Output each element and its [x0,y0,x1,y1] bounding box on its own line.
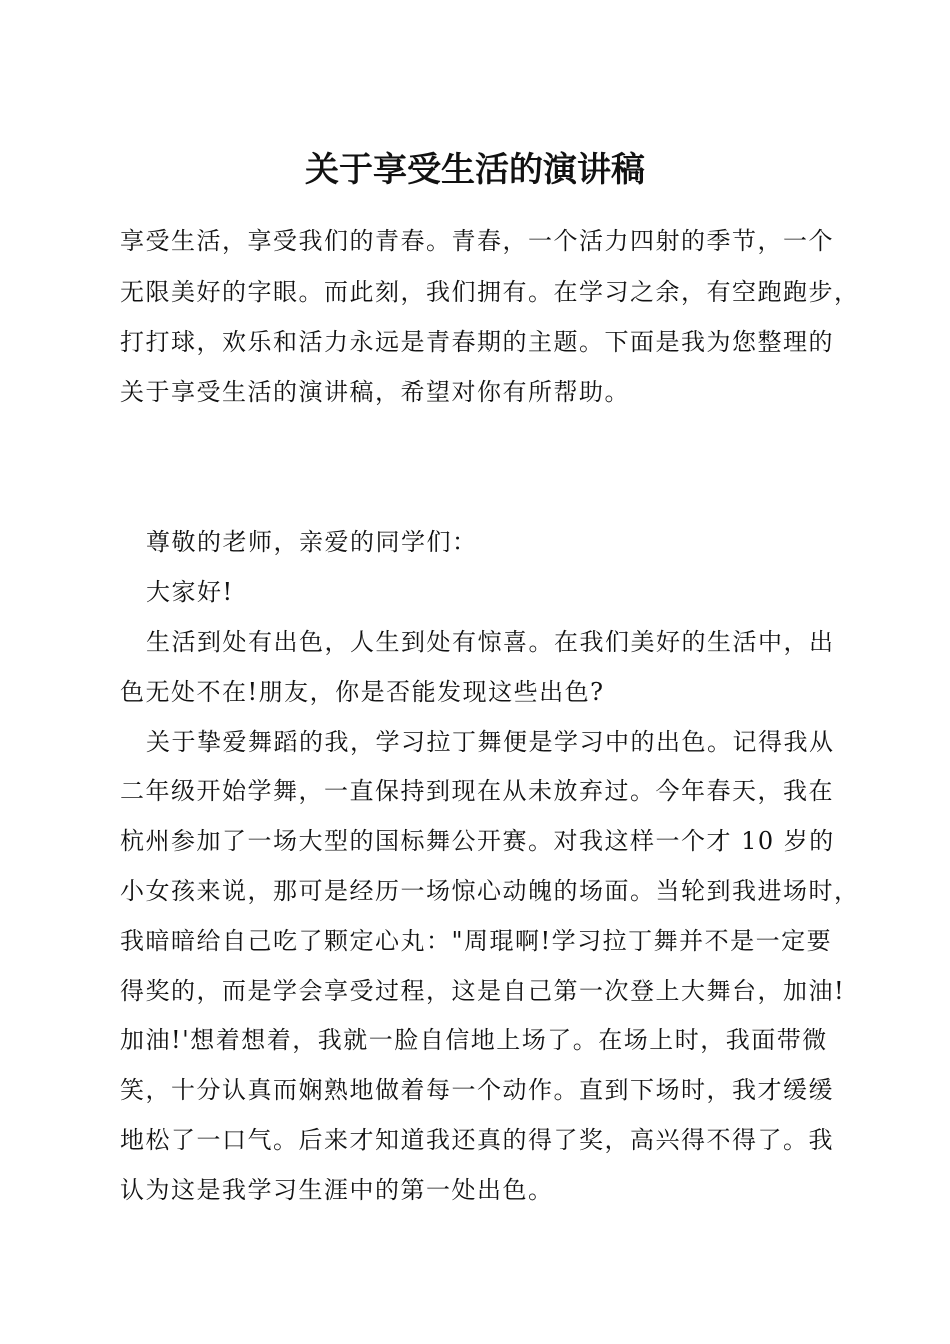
body-line-1: 生活到处有出色，人生到处有惊喜。在我们美好的生活中，出 [146,628,835,656]
body-line-2: 色无处不在!朋友，你是否能发现这些出色? [120,678,605,706]
greeting-line: 大家好! [146,578,234,606]
intro-line-4: 关于享受生活的演讲稿，希望对你有所帮助。 [120,378,630,406]
document-title: 关于享受生活的演讲稿 [305,150,645,190]
intro-line-2: 无限美好的字眼。而此刻，我们拥有。在学习之余，有空跑跑步， [120,278,860,306]
salutation-line: 尊敬的老师，亲爱的同学们： [146,528,478,556]
body-line-8: 得奖的，而是学会享受过程，这是自己第一次登上大舞台，加油! [120,977,846,1005]
body-line-6: 小女孩来说，那可是经历一场惊心动魄的场面。当轮到我进场时， [120,877,860,905]
body-line-5: 杭州参加了一场大型的国标舞公开赛。对我这样一个才 10 岁的 [120,827,835,855]
intro-line-3: 打打球，欢乐和活力永远是青春期的主题。下面是我为您整理的 [120,328,834,356]
body-line-7: 我暗暗给自己吃了颗定心丸："周琨啊!学习拉丁舞并不是一定要 [120,927,833,955]
body-line-9: 加油!'想着想着，我就一脸自信地上场了。在场上时，我面带微 [120,1026,828,1054]
body-line-12: 认为这是我学习生涯中的第一处出色。 [120,1176,554,1204]
body-line-4: 二年级开始学舞，一直保持到现在从未放弃过。今年春天，我在 [120,777,834,805]
body-line-3: 关于挚爱舞蹈的我，学习拉丁舞便是学习中的出色。记得我从 [146,728,835,756]
body-line-10: 笑，十分认真而娴熟地做着每一个动作。直到下场时，我才缓缓 [120,1076,834,1104]
body-line-11: 地松了一口气。后来才知道我还真的得了奖，高兴得不得了。我 [120,1126,834,1154]
intro-line-1: 享受生活，享受我们的青春。青春，一个活力四射的季节，一个 [120,227,834,255]
